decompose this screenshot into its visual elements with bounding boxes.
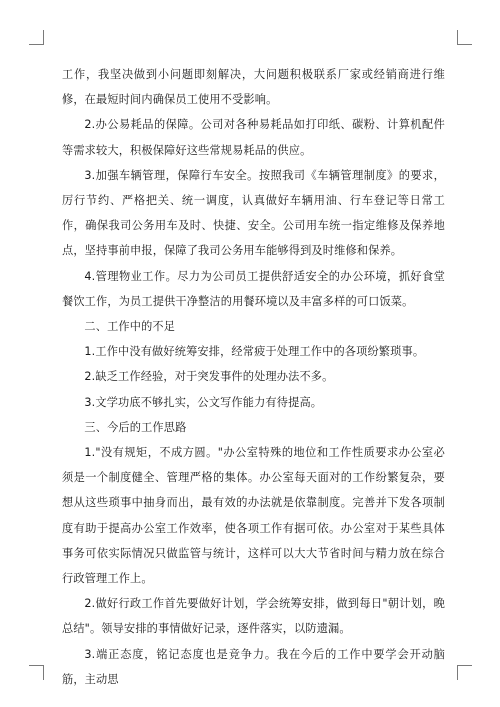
document-body bbox=[62, 62, 445, 692]
section-heading-future-plans: 三、今后的工作思路 bbox=[84, 420, 187, 434]
paragraph-plan-3: 3.端正态度，铭记态度也是竞争力。我在今后的工作中要学会开动脑筋，主动思 bbox=[62, 647, 445, 686]
crop-mark-bottom-right bbox=[457, 665, 472, 680]
section-heading-shortcomings: 二、工作中的不足 bbox=[84, 320, 176, 334]
paragraph-shortcoming-1: 1.工作中没有做好统筹安排，经常疲于处理工作中的各项纷繁琐事。 bbox=[84, 345, 425, 359]
paragraph-vehicle-management: 3.加强车辆管理，保障行车安全。按照我司《车辆管理制度》的要求，厉行节约、严格把关、统一调度，认真做好车辆用油、行车登记等日常工作，确保我司公务用车及时、快捷、安全。公司用车统一指定维修及保养地点，坚持事前申报，保障了我司公务用车能够得到及时维修和保养。 bbox=[62, 168, 445, 258]
paragraph-shortcoming-2: 2.缺乏工作经验，对于突发事件的处理办法不多。 bbox=[84, 370, 334, 384]
paragraph-plan-1: 1."没有规矩，不成方圆。"办公室特殊的地位和工作性质要求办公室必须是一个制度健全、管理严格的集体。办公室每天面对的工作纷繁复杂，要想从这些琐事中抽身而出，最有效的办法就是依靠制度。完善并下发各项制度有助于提高办公室工作效率，使各项工作有据可依。办公室对于某些具体事务可依实际情况只做监管与统计，这样可以大大节省时间与精力放在综合行政管理工作上。 bbox=[62, 446, 445, 586]
crop-mark-top-left bbox=[29, 30, 44, 45]
crop-mark-bottom-left bbox=[29, 665, 44, 680]
paragraph-continued: 工作，我坚决做到小问题即刻解决，大问题积极联系厂家或经销商进行维修，在最短时间内确保员工使用不受影响。 bbox=[62, 68, 445, 107]
crop-mark-top-right bbox=[457, 30, 472, 45]
paragraph-plan-2: 2.做好行政工作首先要做好计划，学会统筹安排，做到每日"朝计划，晚总结"。领导安排的事情做好记录，逐件落实，以防遗漏。 bbox=[62, 597, 445, 636]
paragraph-property-management: 4.管理物业工作。尽力为公司员工提供舒适安全的办公环境，抓好食堂餐饮工作，为员工提供干净整洁的用餐环境以及丰富多样的可口饭菜。 bbox=[62, 269, 445, 308]
paragraph-shortcoming-3: 3.文学功底不够扎实，公文写作能力有待提高。 bbox=[84, 395, 323, 409]
paragraph-consumables: 2.办公易耗品的保障。公司对各种易耗品如打印纸、碳粉、计算机配件等需求较大，积极保障好这些常规易耗品的供应。 bbox=[62, 118, 445, 157]
